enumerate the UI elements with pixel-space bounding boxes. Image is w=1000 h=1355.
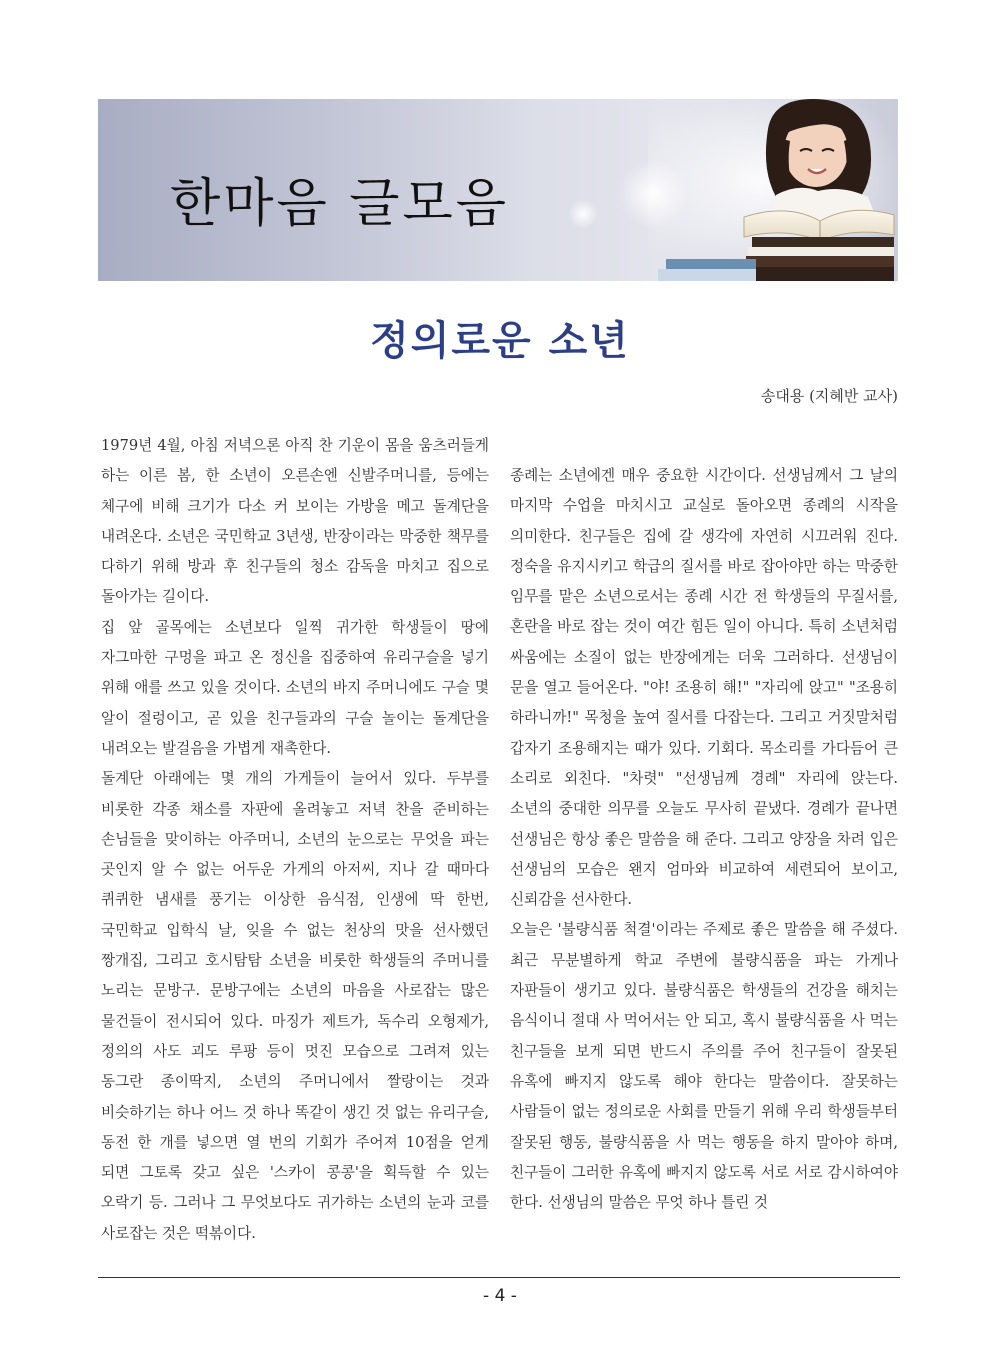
sparkle-decoration: [568, 199, 598, 229]
right-text-column: [510, 461, 898, 1218]
footer-divider: [98, 1277, 900, 1278]
paragraph: 1979년 4월, 아침 저녁으론 아직 찬 기운이 몸을 움츠러들게 하는 이른 봄, 한 소년이 오른손엔 신발주머니를, 등에는 체구에 비해 크기가 다소 커 보이는 가방을 메고 돌계단을 내려온다. 소년은 국민학교 3년생, 반장이라는 막중한 책무를 다하기 위해 방과 후 친구들의 청소 감독을 마치고 집으로 돌아가는 길이다.: [101, 437, 489, 606]
header-banner: [98, 99, 898, 281]
article-author: 송대용 (지혜반 교사): [760, 387, 898, 405]
left-text-column: [101, 431, 489, 1249]
paragraph: 종례는 소년에겐 매우 중요한 시간이다. 선생님께서 그 날의 마지막 수업을 마치시고 교실로 돌아오면 종례의 시작을 의미한다. 친구들은 집에 갈 생각에 자연히 시끄러워 진다. 정숙을 유지시키고 학급의 질서를 바로 잡아야만 하는 막중한 임무를 맡은 소년으로서는 종례 시간 전 학생들의 무질서를, 혼란을 바로 잡는 것이 여간 힘든 일이 아니다. 특히 소년처럼 싸움에는 소질이 없는 반장에게는 더욱 그러하다. 선생님이 문을 열고 들어온다. "야! 조용히 해!" "자리에 앉고" "조용히 하라니까!" 목청을 높여 질서를 다잡는다. 그리고 거짓말처럼 갑자기 조용해지는 때가 있다. 기회다. 목소리를 가다듬어 큰 소리로 외친다. "차렷" "선생님께 경례" 자리에 앉는다. 소년의 중대한 의무를 오늘도 무사히 끝냈다. 경례가 끝나면 선생님은 항상 좋은 말씀을 해 준다. 그리고 양장을 차려 입은 선생님의 모습은 왠지 엄마와 비교하여 세련되어 보이고, 신뢰감을 선사한다.: [510, 467, 898, 909]
paragraph: 돌계단 아래에는 몇 개의 가게들이 늘어서 있다. 두부를 비롯한 각종 채소를 자판에 올려놓고 저녁 찬을 준비하는 손님들을 맞이하는 아주머니, 소년의 눈으로는 무엇을 파는 곳인지 알 수 없는 어두운 가게의 아저씨, 지나 갈 때마다 퀴퀴한 냄새를 풍기는 이상한 음식점, 인생에 딱 한번, 국민학교 입학식 날, 잊을 수 없는 천상의 맛을 선사했던 짱개집, 그리고 호시탐탐 소년을 비롯한 학생들의 주머니를 노리는 문방구. 문방구에는 소년의 마음을 사로잡는 많은 물건들이 전시되어 있다. 마징가 제트가, 독수리 오형제가, 정의의 사도 괴도 루팡 등이 멋진 모습으로 그려져 있는 동그란 종이딱지, 소년의 주머니에서 짤랑이는 것과 비슷하기는 하나 어느 것 하나 똑같이 생긴 것 없는 유리구슬, 동전 한 개를 넣으면 열 번의 기회가 주어져 10점을 얻게 되면 그토록 갖고 싶은 '스카이 콩콩'을 획득할 수 있는 오락기 등. 그러나 그 무엇보다도 귀가하는 소년의 눈과 코를 사로잡는 것은 떡볶이다.: [101, 770, 489, 1242]
page-number: - 4 -: [483, 1286, 517, 1306]
paragraph: 집 앞 골목에는 소년보다 일찍 귀가한 학생들이 땅에 자그마한 구멍을 파고 온 정신을 집중하여 유리구슬을 넣기 위해 애를 쓰고 있을 것이다. 소년의 바지 주머니에도 구슬 몇 알이 절렁이고, 곧 있을 친구들과의 구슬 놀이는 돌계단을 내려오는 발걸음을 가볍게 재촉한다.: [101, 618, 489, 757]
paragraph: 오늘은 '불량식품 척결'이라는 주제로 좋은 말씀을 해 주셨다. 최근 무분별하게 학교 주변에 불량식품을 파는 가게나 자판들이 생기고 있다. 불량식품은 학생들의 건강을 해치는 음식이니 절대 사 먹어서는 안 되고, 혹시 불량식품을 사 먹는 친구들을 보게 되면 반드시 주의를 주어 친구들이 잘못된 유혹에 빠지지 않도록 해야 한다는 말씀이다. 잘못하는 사람들이 없는 정의로운 사회를 만들기 위해 우리 학생들부터 잘못된 행동, 불량식품을 사 먹는 행동을 하지 말아야 하며, 친구들이 그러한 유혹에 빠지지 않도록 서로 서로 감시하여야 한다. 선생님의 말씀은 무엇 하나 틀린 것: [510, 921, 898, 1212]
girl-reading-book-illustration: [648, 99, 898, 281]
article-title: 정의로운 소년: [370, 318, 630, 364]
section-title: 한마음 글모음: [170, 174, 509, 234]
